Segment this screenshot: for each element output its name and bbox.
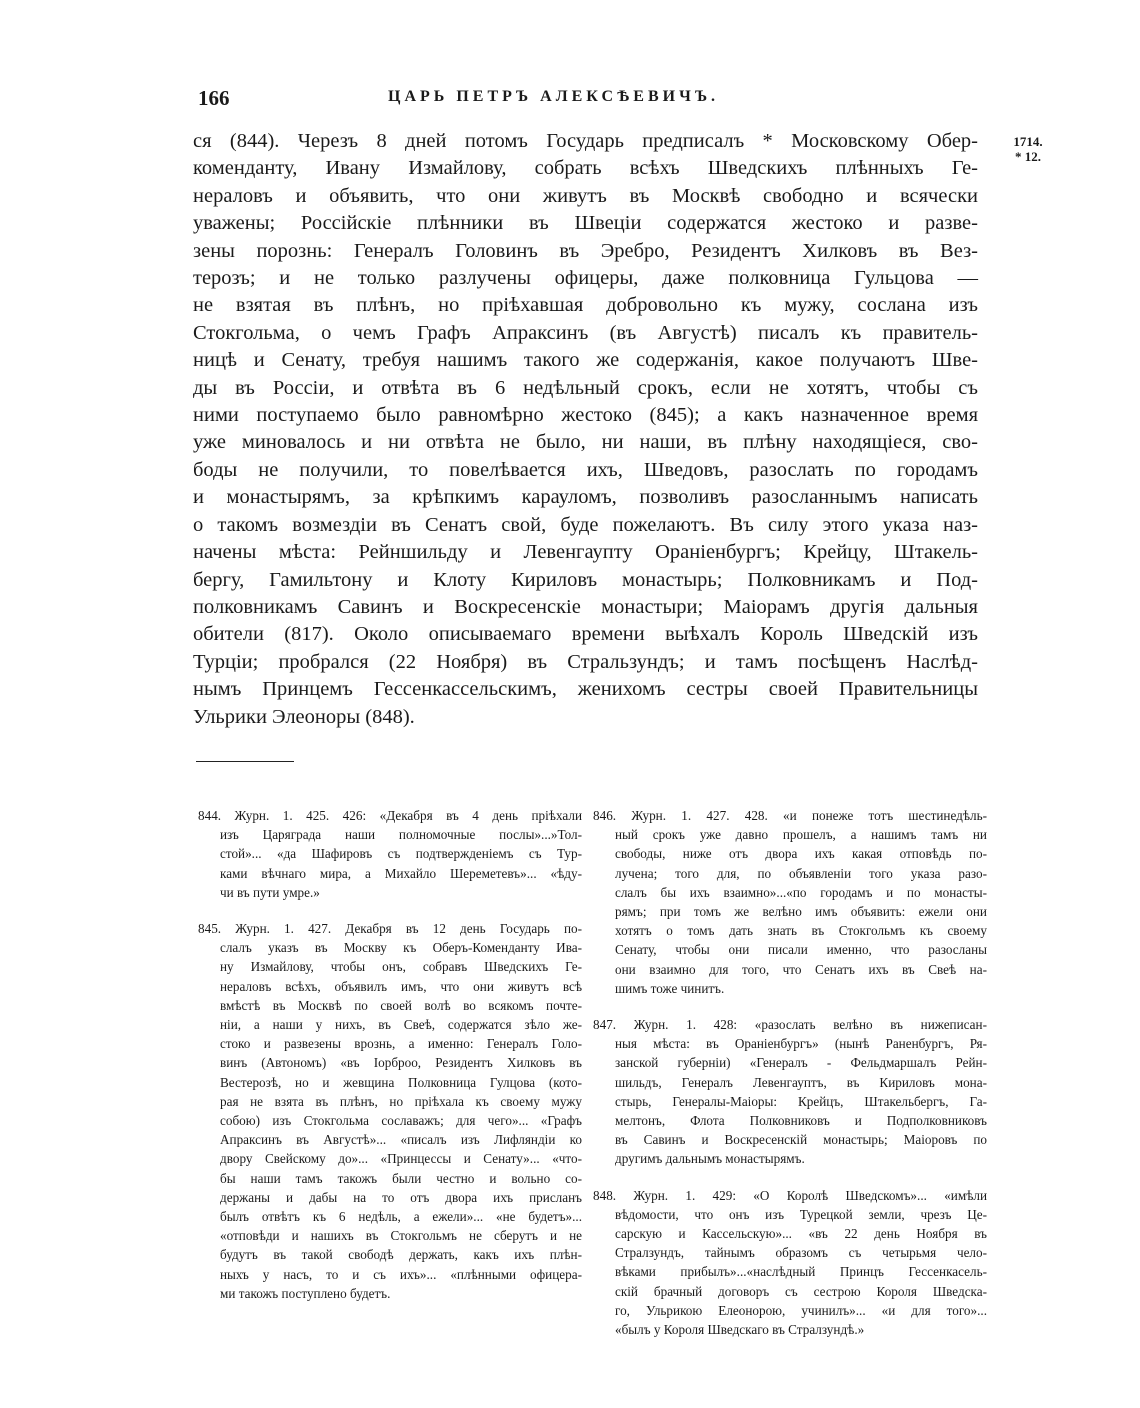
footnote-line: вѣдомости, что онъ изъ Турецкой земли, чрезъ Це- bbox=[615, 1206, 987, 1222]
main-text-line: бергу, Гамильтону и Клоту Кириловъ монастырь; Полковникамъ и Под- bbox=[193, 568, 978, 591]
footnote-line: свободы, ниже отъ двора ихъ какая отповѣдь по- bbox=[615, 846, 987, 862]
footnote-line: чи въ пути умре.» bbox=[220, 884, 320, 900]
footnote-line: ныхъ у насъ, то и съ ихъ»... «плѣнными офицера- bbox=[220, 1266, 582, 1282]
footnote-line: слалъ бы ихъ взаимно»...«по городамъ и по монасты- bbox=[615, 884, 987, 900]
footnote-line: стоко и развезены врознь, а именно: Генералъ Голо- bbox=[220, 1036, 582, 1052]
footnote bbox=[198, 919, 582, 1303]
main-text-line: о такомъ возмездіи въ Сенатъ свой, буде пожелаютъ. Въ силу этого указа наз- bbox=[193, 513, 978, 536]
margin-note-year: 1714. bbox=[1013, 134, 1043, 149]
footnote-line: бы наши тамъ такожъ были честно и вольно со- bbox=[220, 1170, 582, 1186]
footnote bbox=[593, 1015, 987, 1169]
footnote-line: ныя мѣста: въ Ораніенбургъ» (нынѣ Раненбургъ, Ря- bbox=[615, 1036, 987, 1052]
footnote-line: 845. Журн. 1. 427. Декабря въ 12 день Государь по- bbox=[198, 921, 582, 937]
main-text-line: Стокгольма, о чемъ Графъ Апраксинъ (въ Августѣ) писалъ къ правитель- bbox=[193, 321, 978, 344]
footnote-line: стырь, Генералы-Маіоры: Крейцъ, Штакельбергъ, Га- bbox=[615, 1093, 987, 1109]
footnote-line: скій брачный договоръ съ сестрою Короля Шведска- bbox=[615, 1283, 987, 1299]
footnote-line: вѣками прибылъ»...«наслѣдный Принцъ Гессенкасель- bbox=[615, 1264, 987, 1280]
footnote-line: другимъ дальнымъ монастырямъ. bbox=[615, 1151, 805, 1167]
footnote-line: слалъ указъ въ Москву къ Оберъ-Коменданту Ива- bbox=[220, 940, 582, 956]
main-text bbox=[193, 128, 978, 731]
footnote-line: собою) изъ Стокгольма сославажъ; для чего»... «Графъ bbox=[220, 1113, 582, 1129]
main-text-line: ды въ Россіи, и отвѣта въ 6 недѣльный срокъ, если не хотятъ, чтобы съ bbox=[193, 376, 978, 399]
main-text-line: нераловъ и объявить, что они живутъ въ Москвѣ свободно и всячески bbox=[193, 184, 978, 207]
main-text-line: Ульрики Элеоноры (848). bbox=[193, 705, 415, 728]
footnote-line: нераловъ всѣхъ, объявилъ имъ, что они живутъ всѣ bbox=[220, 978, 582, 994]
footnote-line: хотятъ о томъ дать знать въ Стокгольмъ къ своему bbox=[615, 923, 987, 939]
footnote-rule bbox=[196, 761, 294, 762]
footnote bbox=[198, 806, 582, 902]
footnotes-right-column bbox=[593, 806, 987, 1339]
footnote-line: Вестерозѣ, но и жевщина Полковница Гулцова (кото- bbox=[220, 1074, 582, 1090]
footnote-line: мелтонъ, Флота Полковниковъ и Подполковниковъ bbox=[615, 1113, 987, 1129]
main-text-line: уже миновалось и ни отвѣта не было, ни наши, въ плѣну находящіеся, сво- bbox=[193, 431, 978, 454]
footnote-line: ну Измайлову, чтобы онъ, собравъ Шведскихъ Ге- bbox=[220, 959, 582, 975]
footnote-line: шимъ тоже чинитъ. bbox=[615, 980, 725, 996]
footnote-line: вмѣстѣ въ Москвѣ по своей волѣ во всякомъ почте- bbox=[220, 997, 582, 1013]
margin-note bbox=[1010, 134, 1046, 164]
footnote-line: ками вѣчнаго мира, а Михайло Шереметевъ»... «ѣду- bbox=[220, 865, 582, 881]
footnote-line: двору Свейскому до»... «Принцессы и Сенату»... «что- bbox=[220, 1151, 582, 1167]
footnote-line: стой»... «да Шафировъ съ подтвержденіемъ съ Тур- bbox=[220, 846, 582, 862]
main-text-line: ся (844). Черезъ 8 дней потомъ Государь предписалъ * Московскому Обер- bbox=[193, 130, 978, 152]
page-number: 166 bbox=[198, 86, 230, 110]
footnote-line: винъ (Автономъ) «въ Іорброо, Резидентъ Хилковъ въ bbox=[220, 1055, 582, 1071]
footnote-line: будутъ въ такой свободѣ держать, какъ ихъ плѣн- bbox=[220, 1247, 582, 1263]
main-text-line: коменданту, Ивану Измайлову, собрать всѣхъ Шведскихъ плѣнныхъ Ге- bbox=[193, 157, 978, 180]
main-text-line: ними поступаемо было равномѣрно жестоко (845); а какъ назначенное время bbox=[193, 404, 978, 427]
footnote-line: Сенату, чтобы они писали именно, что разосланы bbox=[615, 942, 987, 958]
footnotes-left-column bbox=[198, 806, 582, 1303]
main-text-line: не взятая въ плѣнъ, но пріѣхавшая добровольно къ мужу, сослана изъ bbox=[193, 294, 978, 317]
footnote-line: 847. Журн. 1. 428: «разослать велѣно въ нижеписан- bbox=[593, 1017, 987, 1033]
footnote-line: ми такожъ поступлено будетъ. bbox=[220, 1285, 391, 1301]
main-text-line: Турціи; пробрался (22 Ноября) въ Стральзундъ; и тамъ посѣщенъ Наслѣд- bbox=[193, 650, 978, 673]
running-title: ЦАРЬ ПЕТРЪ АЛЕКСѢЕВИЧЪ. bbox=[388, 88, 720, 105]
footnote-line: изъ Царяграда наши полномочные послы»...»Тол- bbox=[220, 827, 582, 843]
main-text-line: полковникамъ Савинъ и Воскресенскіе монастыри; Маіорамъ другія дальныя bbox=[193, 595, 978, 618]
main-text-line: зены порознь: Генералъ Головинъ въ Эребро, Резидентъ Хилковъ въ Вез- bbox=[193, 239, 978, 262]
footnote-line: былъ отвѣтъ къ 6 недѣль, а ежели»... «не будетъ»... bbox=[220, 1209, 582, 1225]
main-text-line: нымъ Принцемъ Гессенкассельскимъ, женихомъ сестры своей Правительницы bbox=[193, 678, 978, 701]
footnote-line: 844. Журн. 1. 425. 426: «Декабря въ 4 день пріѣхали bbox=[198, 808, 582, 823]
main-text-line: терозъ; и не только разлучены офицеры, даже полковница Гульцова — bbox=[193, 267, 978, 290]
footnote-line: Стралзундъ, тайнымъ образомъ съ четырьмя чело- bbox=[615, 1245, 987, 1261]
footnote-line: го, Ульрикою Елеонорою, учинилъ»... «и для того»... bbox=[615, 1302, 987, 1318]
footnote-line: держаны и дабы на то отъ двора ихъ присланъ bbox=[220, 1189, 582, 1205]
footnote-line: рая не взята въ плѣнъ, но пріѣхала къ своему мужу bbox=[220, 1093, 582, 1109]
main-text-line: начены мѣста: Рейншильду и Левенгаупту Ораніенбургъ; Крейцу, Штакель- bbox=[193, 541, 978, 564]
footnote-line: 846. Журн. 1. 427. 428. «и понеже тотъ шестинедѣль- bbox=[593, 808, 987, 823]
margin-note-month: * 12. bbox=[1015, 149, 1041, 164]
footnote-line: Апраксинъ въ Августѣ»... «писалъ изъ Лифляндіи ко bbox=[220, 1132, 582, 1148]
main-text-line: ницѣ и Сенату, требуя нашимъ такого же содержанія, какое получаютъ Шве- bbox=[193, 349, 978, 372]
footnote-line: ніи, а наши у нихъ, въ Свеѣ, содержатся зѣло же- bbox=[220, 1017, 582, 1033]
footnote-line: они взаимно для того, что Сенатъ ихъ въ Свеѣ на- bbox=[615, 961, 987, 977]
footnote-line: шильдъ, Генералъ Левенгауптъ, въ Кириловъ мона- bbox=[615, 1074, 987, 1090]
footnote-line: «былъ у Короля Шведскаго въ Стралзундѣ.» bbox=[615, 1322, 865, 1338]
main-text-line: боды не получили, то повелѣвается ихъ, Шведовъ, разослать по городамъ bbox=[193, 458, 978, 481]
footnote-line: занской губерніи) «Генералъ - Фельдмаршалъ Рейн- bbox=[615, 1055, 987, 1071]
main-text-line: уважены; Россійскіе плѣнники въ Швеціи содержатся жестоко и разве- bbox=[193, 212, 978, 235]
footnote-line: «отповѣди и нашихъ въ Стокгольмъ не сберутъ и не bbox=[220, 1228, 582, 1244]
footnote bbox=[593, 806, 987, 998]
footnote bbox=[593, 1186, 987, 1340]
footnote-line: рямъ; при томъ же велѣно имъ объявить: ежели они bbox=[615, 904, 987, 920]
footnote-line: сарскую и Кассельскую»... «въ 22 день Ноября въ bbox=[615, 1226, 987, 1242]
footnote-line: лучена; того для, по объявленіи того указа разо- bbox=[615, 865, 987, 881]
footnote-line: ный срокъ уже давно прошелъ, а нашимъ тамъ ни bbox=[615, 827, 987, 843]
footnote-line: 848. Журн. 1. 429: «О Королѣ Шведскомъ»... «имѣли bbox=[593, 1187, 987, 1203]
footnote-line: въ Савинъ и Воскресенскій монастырь; Маіоровъ по bbox=[615, 1132, 987, 1148]
main-text-line: и монастырямъ, за крѣпкимъ карауломъ, позволивъ разосланнымъ написать bbox=[193, 486, 978, 509]
main-text-line: обители (817). Около описываемаго времени выѣхалъ Король Шведскій изъ bbox=[193, 623, 978, 646]
